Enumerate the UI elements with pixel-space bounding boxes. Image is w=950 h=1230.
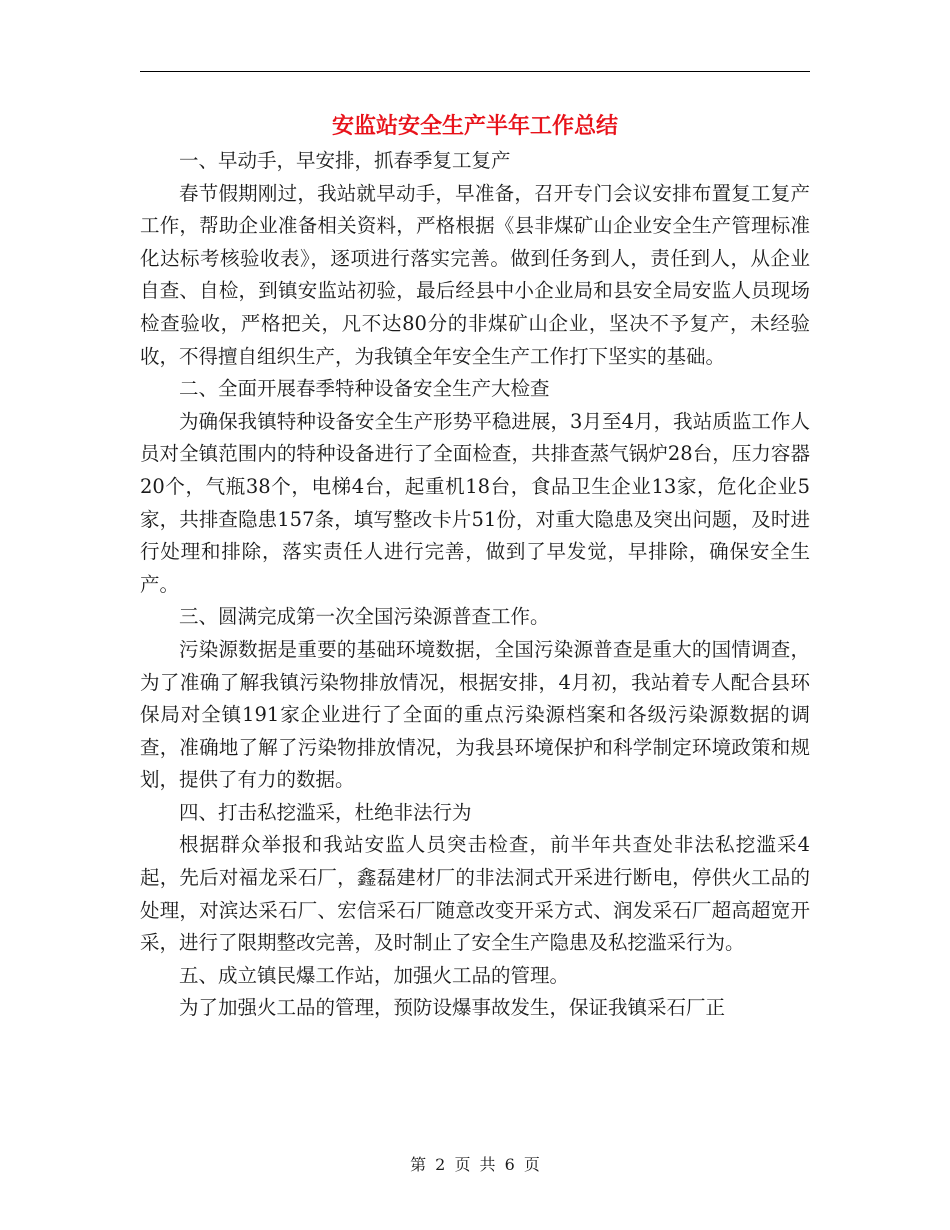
body-paragraph: 春节假期刚过，我站就早动手，早准备，召开专门会议安排布置复工复产工作，帮助企业准备相关资料，严格根据《县非煤矿山企业安全生产管理标准化达标考核验收表》，逐项进行落实完善。做到任务到人，责任到人，从企业自查、自检，到镇安监站初验，最后经县中小企业局和县安全局安监人员现场检查验收，严格把关，凡不达80分的非煤矿山企业，坚决不予复产，未经验收，不得擅自组织生产，为我镇全年安全生产工作打下坚实的基础。 xyxy=(140,181,810,368)
document-body xyxy=(140,145,810,1025)
section-heading: 四、打击私挖滥采，杜绝非法行为 xyxy=(179,800,472,824)
body-paragraph: 为了加强火工品的管理，预防设爆事故发生，保证我镇采石厂正 xyxy=(179,996,726,1020)
section-heading: 五、成立镇民爆工作站，加强火工品的管理。 xyxy=(179,963,570,987)
header-rule xyxy=(140,71,810,72)
body-paragraph: 污染源数据是重要的基础环境数据，全国污染源普查是重大的国情调查，为了准确了解我镇污染物排放情况，根据安排，4月初，我站着专人配合县环保局对全镇191家企业进行了全面的重点污染源档案和各级污染源数据的调查，准确地了解了污染物排放情况，为我县环境保护和科学制定环境政策和规划，提供了有力的数据。 xyxy=(140,637,810,792)
section-heading: 三、圆满完成第一次全国污染源普查工作。 xyxy=(179,605,550,629)
section-heading: 一、早动手，早安排，抓春季复工复产 xyxy=(179,149,511,172)
body-paragraph: 根据群众举报和我站安监人员突击检查，前半年共查处非法私挖滥采4起，先后对福龙采石厂，鑫磊建材厂的非法洞式开采进行断电，停供火工品的处理，对滨达采石厂、宏信采石厂随意改变开采方式、润发采石厂超高超宽开采，进行了限期整改完善，及时制止了安全生产隐患及私挖滥采行为。 xyxy=(140,833,810,955)
section-heading: 二、全面开展春季特种设备安全生产大检查 xyxy=(179,377,550,401)
page-number: 第 2 页 共 6 页 xyxy=(410,1155,540,1174)
body-paragraph: 为确保我镇特种设备安全生产形势平稳进展，3月至4月，我站质监工作人员对全镇范围内的特种设备进行了全面检查，共排查蒸气锅炉28台，压力容器20个，气瓶38个，电梯4台，起重机18台，食品卫生企业13家，危化企业5家，共排查隐患157条，填写整改卡片51份，对重大隐患及突出问题，及时进行处理和排除，落实责任人进行完善，做到了早发觉，早排除，确保安全生产。 xyxy=(140,409,810,596)
document-title: 安监站安全生产半年工作总结 xyxy=(331,113,618,139)
